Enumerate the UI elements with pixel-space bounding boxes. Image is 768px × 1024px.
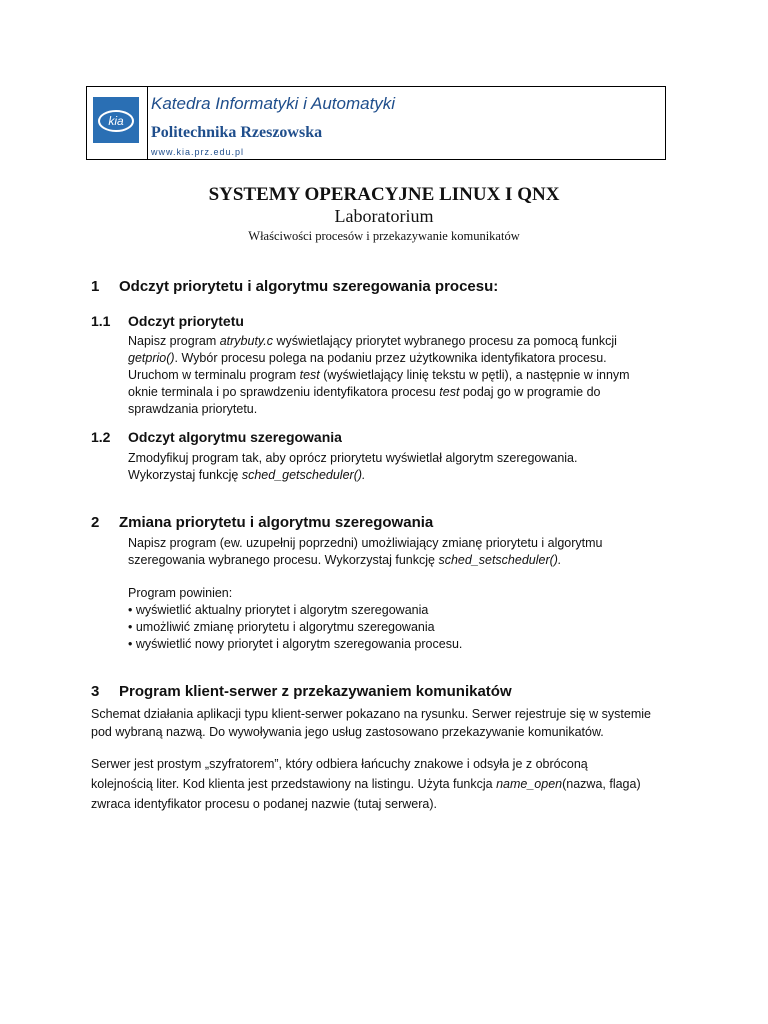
section-number: 2 — [91, 514, 100, 531]
paragraph-line: getprio(). Wybór procesu polega na podaniu przez użytkownika identyfikatora procesu. — [128, 351, 607, 365]
doc-title: SYSTEMY OPERACYJNE LINUX I QNX — [208, 184, 560, 205]
section-title: Odczyt priorytetu i algorytmu szeregowania procesu: — [119, 278, 499, 295]
list-item: • umożliwić zmianę priorytetu i algorytmu szeregowania — [128, 620, 435, 634]
section-1-2-heading — [91, 429, 342, 445]
section-title: Odczyt algorytmu szeregowania — [128, 429, 342, 445]
program-name: test — [299, 368, 320, 382]
section-title: Program klient-serwer z przekazywaniem komunikatów — [119, 683, 512, 700]
paragraph-line: Uruchom w terminalu program test (wyświetlający linię tekstu w pętli), a następnie w innym — [128, 368, 630, 382]
section-number: 1.2 — [91, 429, 111, 445]
paragraph-line: Schemat działania aplikacji typu klient-serwer pokazano na rysunku. Serwer rejestruje się w systemie — [91, 707, 651, 721]
paragraph-line: Napisz program (ew. uzupełnij poprzedni) umożliwiający zmianę priorytetu i algorytmu — [128, 536, 603, 550]
program-name: test — [439, 385, 460, 399]
paragraph-line: oknie terminala i po sprawdzeniu identyfikatora procesu test podaj go w programie do — [128, 385, 601, 399]
paragraph-line: Napisz program atrybuty.c wyświetlający priorytet wybranego procesu za pomocą funkcji — [128, 334, 617, 348]
paragraph-line: sprawdzania priorytetu. — [128, 402, 258, 416]
doc-subtitle: Laboratorium — [334, 206, 434, 226]
function-name: name_open — [496, 777, 563, 791]
function-name: getprio() — [128, 351, 175, 365]
section-3-paragraph-1 — [91, 705, 691, 741]
department-name: Katedra Informatyki i Automatyki — [151, 94, 396, 113]
svg-text:kia: kia — [108, 114, 124, 128]
doc-topic: Właściwości procesów i przekazywanie komunikatów — [248, 229, 520, 243]
paragraph-line: Serwer jest prostym „szyfratorem”, który odbiera łańcuchy znakowe i odsyła je z obróconą — [91, 757, 588, 771]
section-1-1-text — [128, 333, 678, 418]
kia-logo — [93, 97, 139, 143]
paragraph-line: kolejnością liter. Kod klienta jest przedstawiony na listingu. Użyta funkcja name_open(nazwa, flaga) — [91, 777, 641, 791]
paragraph-line: pod wybraną nazwą. Do wywoływania jego usług zastosowano przekazywanie komunikatów. — [91, 725, 604, 739]
list-intro: Program powinien: — [128, 586, 233, 600]
section-number: 3 — [91, 683, 100, 700]
section-1-1-heading — [91, 313, 244, 329]
paragraph-line: szeregowania wybranego procesu. Wykorzystaj funkcję sched_setscheduler(). — [128, 553, 562, 567]
section-3-heading — [91, 683, 512, 700]
section-number: 1.1 — [91, 313, 111, 329]
paragraph-line: zwraca identyfikator procesu o podanej nazwie (tutaj serwera). — [91, 797, 438, 811]
section-3-paragraph-2 — [91, 754, 691, 814]
paragraph-line: Zmodyfikuj program tak, aby oprócz priorytetu wyświetlał algorytm szeregowania. — [128, 451, 578, 465]
website-link[interactable]: www.kia.prz.edu.pl — [151, 147, 245, 157]
kia-logo-icon — [93, 97, 139, 143]
list-item: • wyświetlić nowy priorytet i algorytm szeregowania procesu. — [128, 637, 463, 651]
section-2-list — [128, 585, 678, 653]
function-name: sched_setscheduler(). — [438, 553, 562, 567]
filename: atrybuty.c — [219, 334, 273, 348]
section-number: 1 — [91, 278, 100, 295]
function-name: sched_getscheduler(). — [241, 468, 366, 482]
logo-cell — [87, 87, 148, 159]
section-2-heading — [91, 514, 433, 531]
section-1-2-text — [128, 450, 678, 484]
list-item: • wyświetlić aktualny priorytet i algorytm szeregowania — [128, 603, 429, 617]
section-2-text — [128, 535, 678, 569]
university-name: Politechnika Rzeszowska — [151, 124, 323, 141]
section-1-heading — [91, 278, 498, 295]
section-title: Odczyt priorytetu — [128, 313, 244, 329]
paragraph-line: Wykorzystaj funkcję sched_getscheduler(). — [128, 468, 366, 482]
section-title: Zmiana priorytetu i algorytmu szeregowania — [119, 514, 434, 531]
